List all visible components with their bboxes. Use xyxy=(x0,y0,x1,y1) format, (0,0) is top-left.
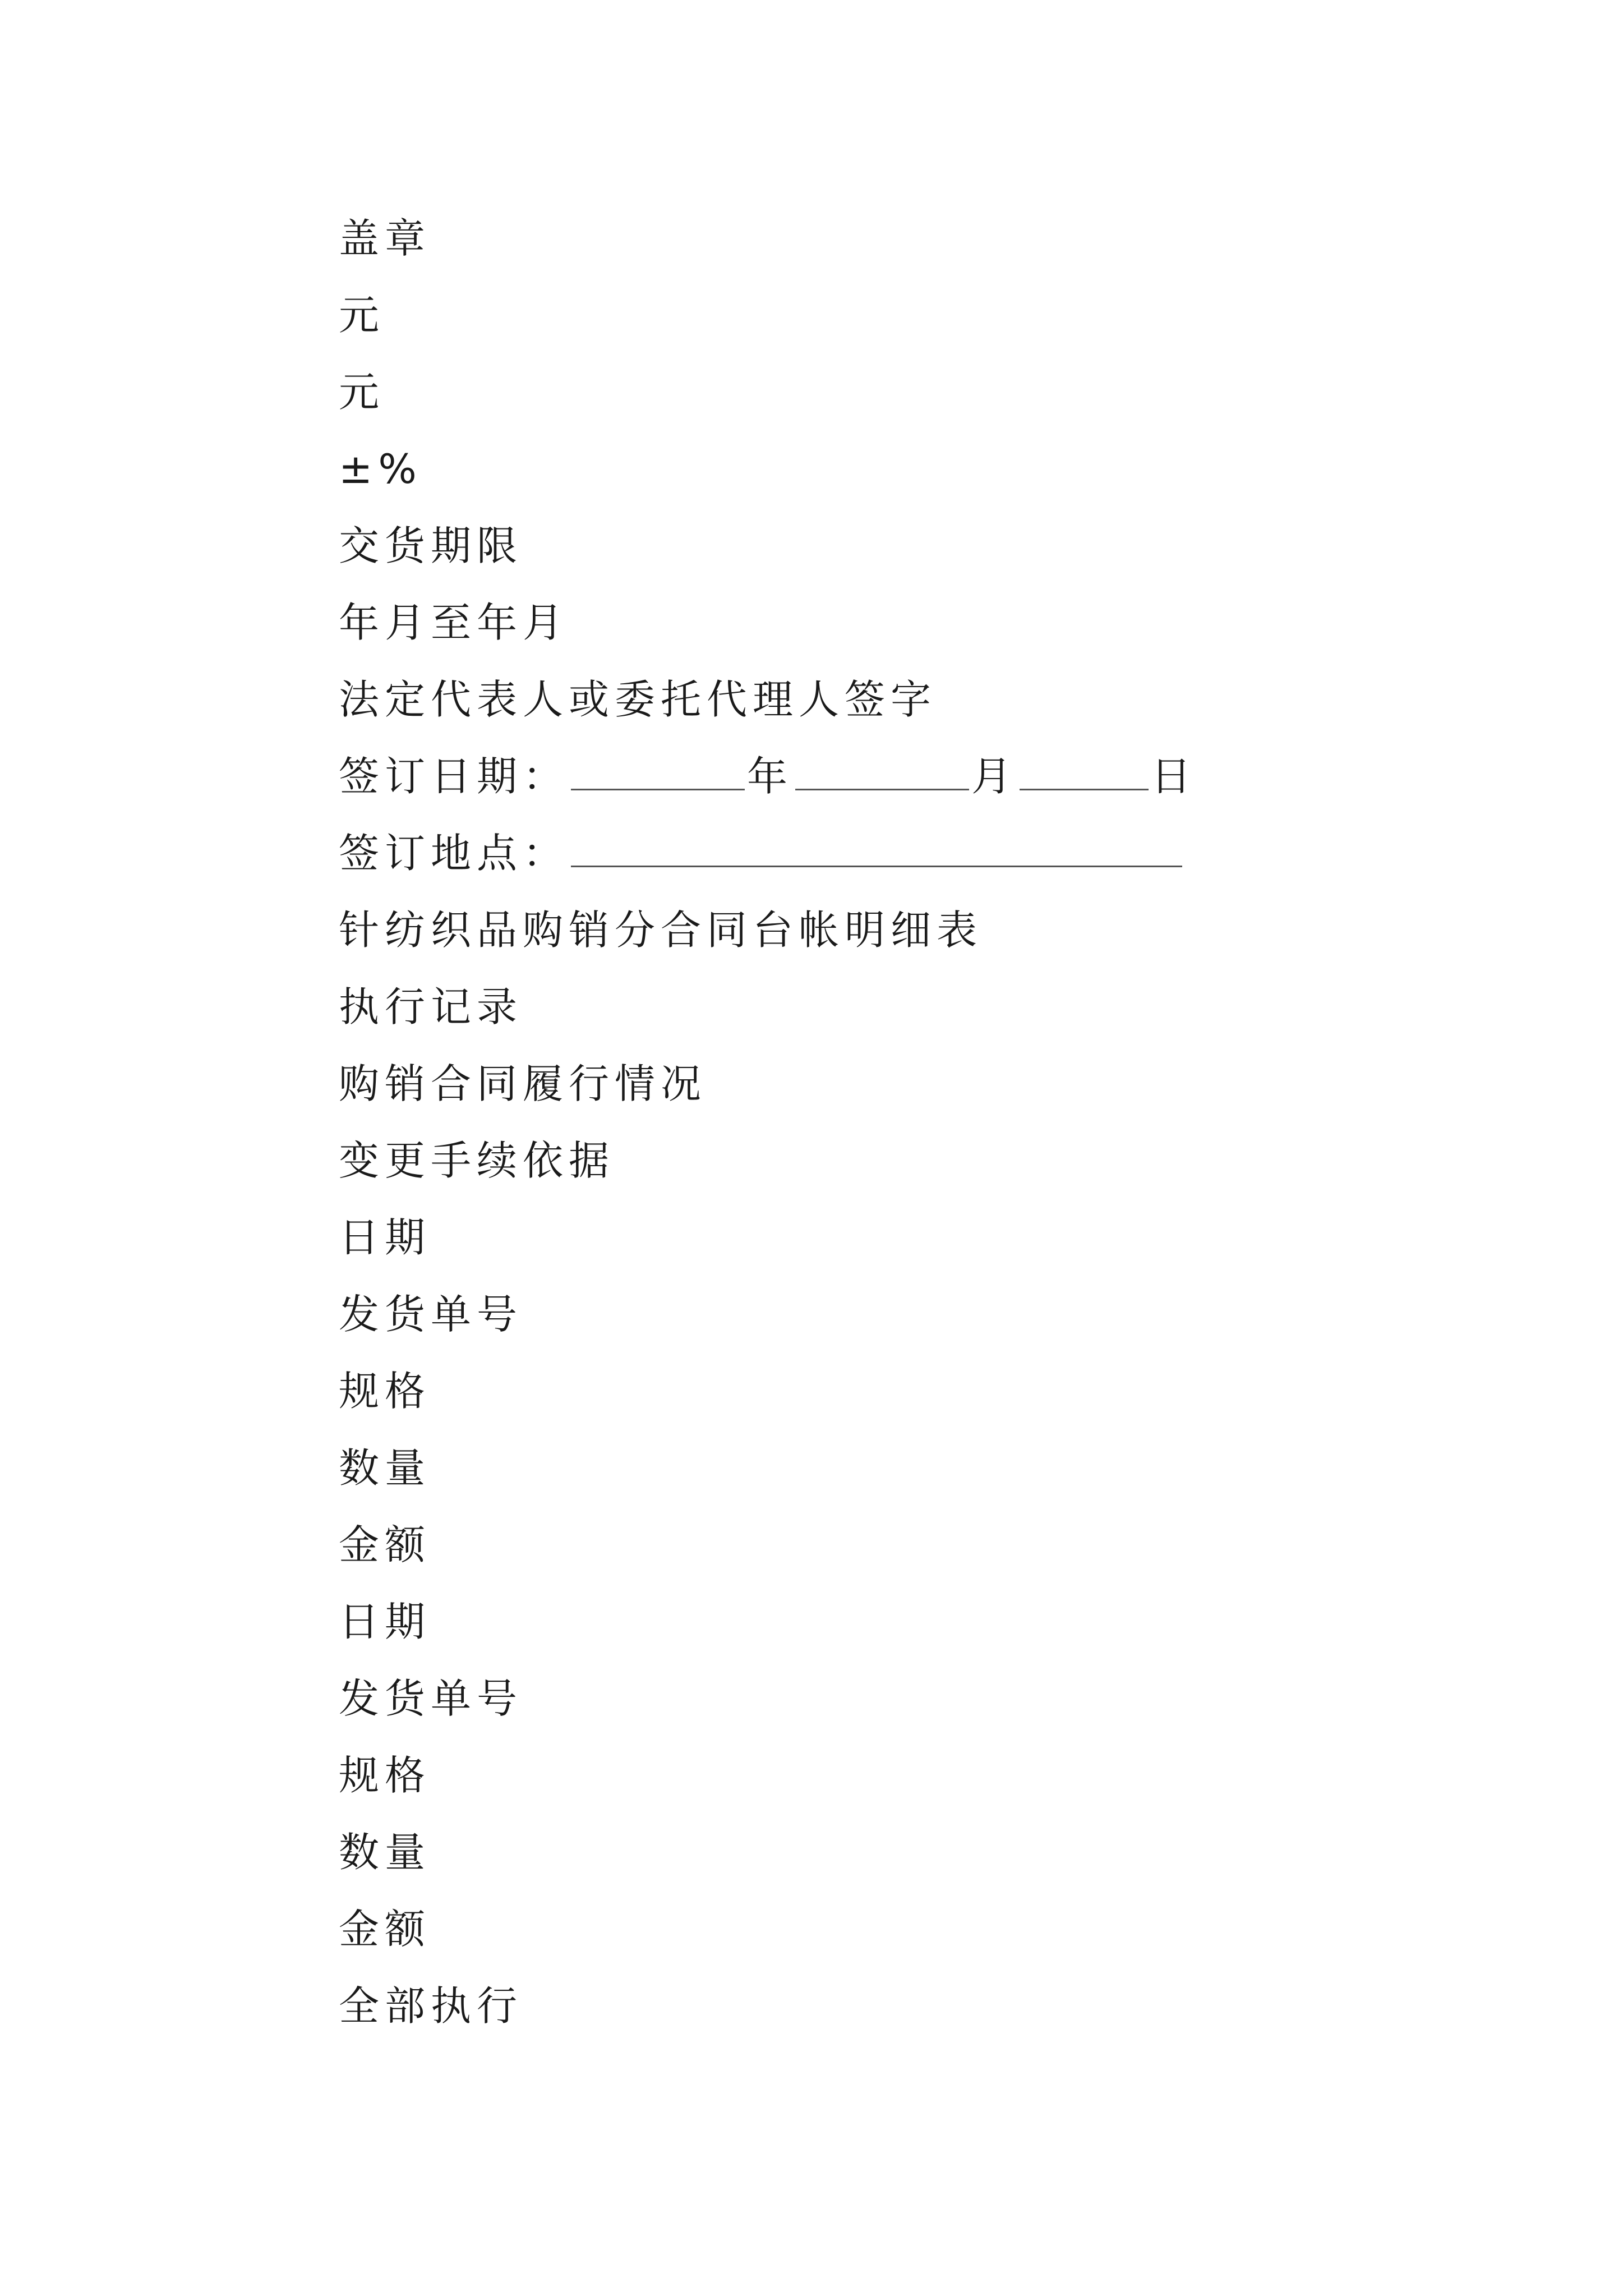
text-line-date-1: 日期 xyxy=(339,1214,431,1261)
sign-date-line xyxy=(339,751,1197,802)
text-line-yuan-1: 元 xyxy=(339,292,385,339)
text-line-year-month-range: 年月至年月 xyxy=(339,599,569,646)
sign-date-day-blank xyxy=(1020,753,1149,790)
sign-place-blank xyxy=(571,830,1182,867)
sign-date-month-label: 月 xyxy=(971,753,1018,800)
sign-date-year-blank xyxy=(571,753,745,790)
text-line-ledger-title: 针纺织品购销分合同台帐明细表 xyxy=(339,907,983,954)
text-line-seal: 盖章 xyxy=(339,215,431,262)
text-line-legal-rep-signature: 法定代表人或委托代理人签字 xyxy=(339,676,937,723)
text-line-fully-executed: 全部执行 xyxy=(339,1982,523,2030)
text-line-spec-2: 规格 xyxy=(339,1752,431,1799)
sign-date-label: 签订日期： xyxy=(339,753,569,800)
sign-date-month-blank xyxy=(795,753,969,790)
text-line-amount-2: 金额 xyxy=(339,1906,431,1953)
text-line-delivery-period: 交货期限 xyxy=(339,522,523,569)
text-line-invoice-no-2: 发货单号 xyxy=(339,1675,523,1722)
text-line-quantity-1: 数量 xyxy=(339,1444,431,1492)
text-line-yuan-2: 元 xyxy=(339,369,385,416)
text-line-amount-1: 金额 xyxy=(339,1521,431,1568)
sign-date-day-label: 日 xyxy=(1151,753,1197,800)
text-line-contract-performance: 购销合同履行情况 xyxy=(339,1060,707,1107)
text-line-invoice-no-1: 发货单号 xyxy=(339,1291,523,1338)
text-line-tolerance: ±% xyxy=(339,445,422,493)
text-line-quantity-2: 数量 xyxy=(339,1829,431,1876)
sign-date-year-label: 年 xyxy=(747,753,794,800)
text-line-change-basis: 变更手续依据 xyxy=(339,1137,615,1184)
text-line-spec-1: 规格 xyxy=(339,1368,431,1415)
text-line-execution-record: 执行记录 xyxy=(339,983,523,1030)
text-line-date-2: 日期 xyxy=(339,1598,431,1645)
sign-place-line xyxy=(339,828,1184,878)
sign-place-label: 签订地点： xyxy=(339,830,569,877)
